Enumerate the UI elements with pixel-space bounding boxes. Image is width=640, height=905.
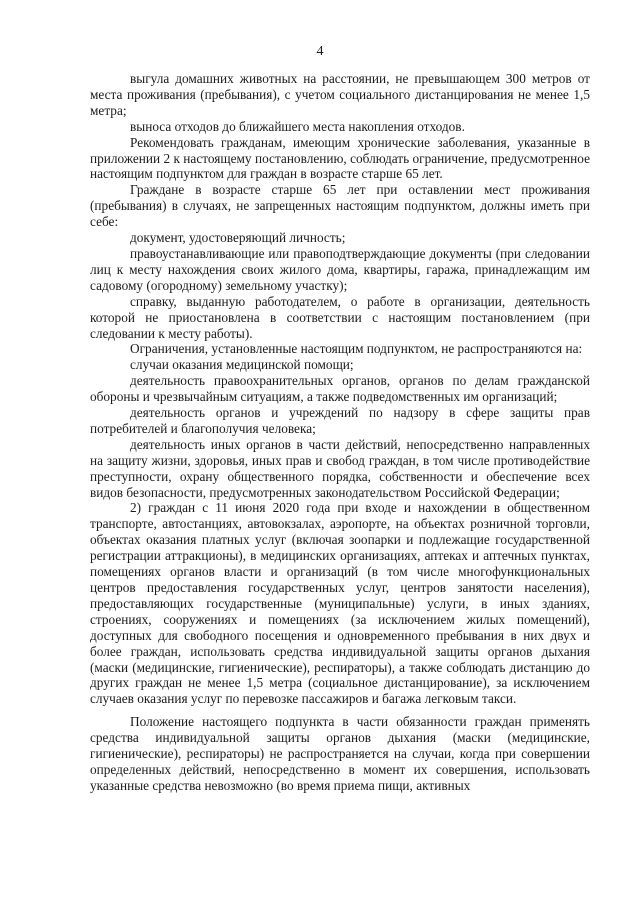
paragraph: Граждане в возрасте старше 65 лет при оставлении мест проживания (пребывания) в случаях, не запрещенных настоящим подпунктом, должны иметь при себе: xyxy=(90,182,590,230)
paragraph: деятельность правоохранительных органов, органов по делам гражданской обороны и чрезвычайным ситуациям, а также подведомственных им организаций; xyxy=(90,373,590,405)
paragraph: 2) граждан с 11 июня 2020 года при входе и нахождении в общественном транспорте, автостанциях, автовокзалах, аэропорте, на объектах розничной торговли, объектах оказания платных услуг (включая зоопарки и подлежащие государственной регистрации аттракционы), в медицинских организациях, аптеках и аптечных пунктах, помещениях органов власти и организаций (в том числе многофункциональных центров предоставления государственных услуг, центров занятости населения), предоставляющих государственные (муниципальные) услуги, в иных зданиях, строениях, сооружениях и помещениях (за исключением жилых помещений), доступных для свободного посещения и одновременного пребывания в них двух и более граждан, использовать средства индивидуальной защиты органов дыхания (маски (медицинские, гигиенические), респираторы), а также соблюдать дистанцию до других граждан не менее 1,5 метра (социальное дистанцирование), за исключением случаев оказания услуг по перевозке пассажиров и багажа легковым такси. xyxy=(90,500,590,707)
paragraph: деятельность органов и учреждений по надзору в сфере защиты прав потребителей и благополучия человека; xyxy=(90,405,590,436)
paragraph: случаи оказания медицинской помощи; xyxy=(130,357,354,373)
paragraph: справку, выданную работодателем, о работе в организации, деятельность которой не приостановлена в соответствии с настоящим постановлением (при следовании к месту работы). xyxy=(90,293,590,341)
paragraph: Рекомендовать гражданам, имеющим хронические заболевания, указанные в приложении 2 к настоящему постановлению, соблюдать ограничение, предусмотренное настоящим подпунктом для граждан в возрасте старше 65 лет. xyxy=(90,134,590,182)
paragraph: выгула домашних животных на расстоянии, не превышающем 300 метров от места проживания (пребывания), с учетом социального дистанцирования не менее 1,5 метра; xyxy=(90,71,590,118)
document-body xyxy=(90,71,590,794)
paragraph: Положение настоящего подпункта в части обязанности граждан применять средства индивидуальной защиты органов дыхания (маски (медицинские, гигиенические), респираторы) не распространяется на случаи, когда при совершении определенных действий, непосредственно в момент их совершения, использовать указанные средства невозможно (во время приема пищи, активных xyxy=(90,714,590,793)
paragraph: документ, удостоверяющий личность; xyxy=(130,230,346,246)
paragraph: правоустанавливающие или правоподтверждающие документы (при следовании лиц к месту нахождения своих жилого дома, квартиры, гаража, принадлежащим им садовому (огородному) земельному участку); xyxy=(90,245,590,293)
page-number: 4 xyxy=(316,44,324,59)
paragraph: Ограничения, установленные настоящим подпунктом, не распространяются на: xyxy=(130,341,583,357)
paragraph: выноса отходов до ближайшего места накопления отходов. xyxy=(130,118,465,134)
paragraph: деятельность иных органов в части действий, непосредственно направленных на защиту жизни, здоровья, иных прав и свобод граждан, в том числе противодействие преступности, охрану общественного порядка, собственности и обеспечение всех видов безопасности, предусмотренных законодательством Российской Федерации; xyxy=(90,436,590,500)
